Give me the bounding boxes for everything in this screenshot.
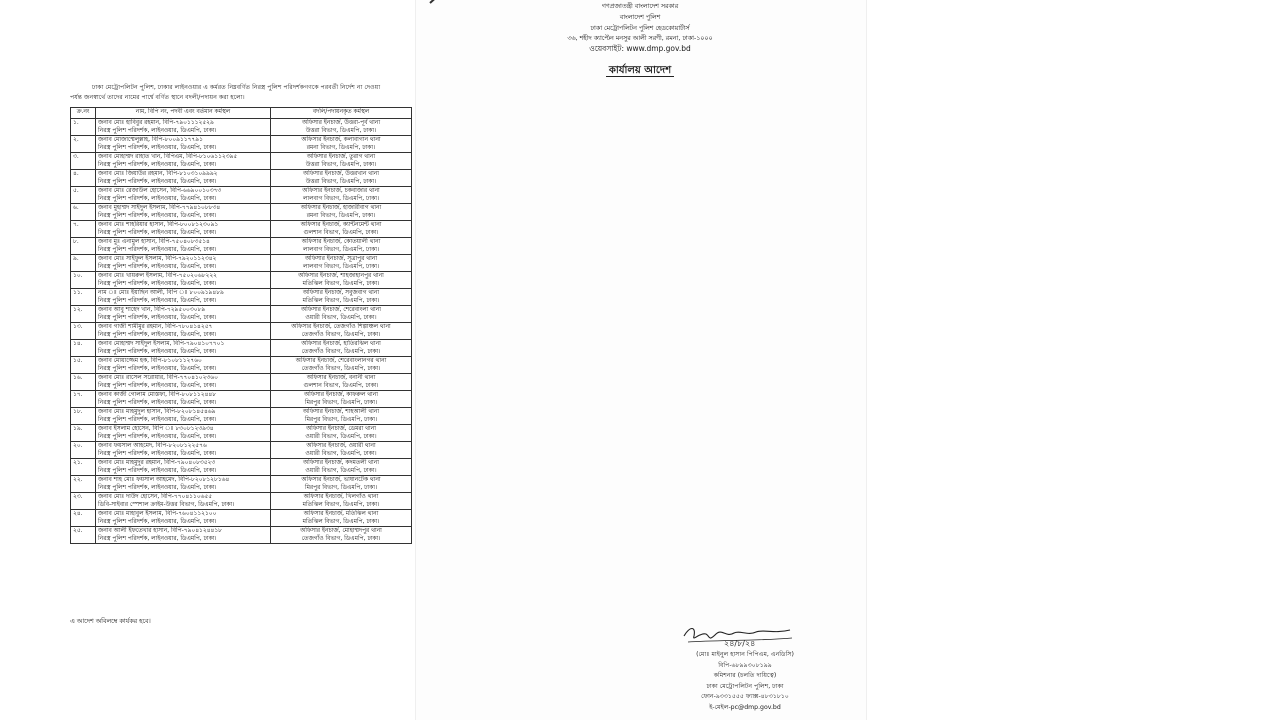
- row-destination-dest1: অফিসার ইনচার্জ, উত্তরখান থানা: [302, 171, 380, 177]
- row-destination: [271, 238, 412, 255]
- row-destination-dest1: অফিসার ইনচার্জ, ক্যান্টনমেন্ট থানা: [300, 222, 382, 228]
- row-destination-dest2: উত্তরা বিভাগ, ডিএমপি, ঢাকা।: [305, 179, 377, 185]
- row-name-position: [96, 459, 271, 476]
- table-row: [71, 425, 412, 442]
- row-destination: [271, 136, 412, 153]
- row-destination: [271, 459, 412, 476]
- row-name-position-name: জনাব মোঃ মাহাবুল ইসলাম, বিপি-৭৬০৪১১২১০০: [98, 511, 217, 517]
- signature-date: ২৪/৮/২৪: [724, 639, 756, 648]
- row-name-position: [96, 527, 271, 544]
- row-name-position-name: জনাব শাহ মোঃ ফয়সাল আহমেদ, বিপি-৮২০৮১২৮১৬৪: [98, 477, 230, 483]
- row-destination-dest1: অফিসার ইনচার্জ, হাতিরঝিল থানা: [301, 341, 381, 347]
- row-serial-sl: ১৫.: [73, 358, 83, 364]
- header-address: ৩৬, শহীদ ক্যাপ্টেন মনসুর আলী সরণী, রমনা, ঢাকা-১০০০: [567, 35, 713, 42]
- row-destination: [271, 204, 412, 221]
- row-name-position-name: জনাব আবু শাহেদ খান, বিপি-৭২৯৫০০৩০৮৯: [98, 307, 206, 313]
- header-name: নাম, বিপি নং, পদবী এবং বর্তমান কর্মস্থল: [96, 108, 271, 119]
- row-name-position: [96, 408, 271, 425]
- row-serial-sl: ২০.: [73, 443, 83, 449]
- table-row: [71, 255, 412, 272]
- table-row: [71, 323, 412, 340]
- row-name-position-name: জনাব মোঃ দাউদ হোসেন, বিপি-৭৭০৪১১০৬৫৫: [98, 494, 213, 500]
- row-name-position: [96, 306, 271, 323]
- table-row: [71, 493, 412, 510]
- intro-paragraph: [70, 83, 415, 103]
- row-destination-dest1: অফিসার ইনচার্জ, ভাষানটেক থানা: [301, 477, 381, 483]
- row-destination-dest2: উত্তরা বিভাগ, ডিএমপি, ঢাকা।: [305, 162, 377, 168]
- table-row: [71, 289, 412, 306]
- row-name-position: [96, 272, 271, 289]
- row-destination-dest2: লালবাগ বিভাগ, ডিএমপি, ঢাকা।: [302, 247, 380, 253]
- row-name-position: [96, 493, 271, 510]
- row-destination-dest2: লালবাগ বিভাগ, ডিএমপি, ঢাকা।: [302, 196, 380, 202]
- row-destination: [271, 340, 412, 357]
- row-serial: [71, 374, 96, 391]
- row-name-position-name: জনাব মোঃ শাহরিয়ার হাসান, বিপি-৮০০৮১২৩০৯১: [98, 222, 219, 228]
- intro-line-1: ঢাকা মেট্রোপলিটন পুলিশ, ঢাকার লাইনওয়ার এ কর্মরত নিম্নবর্ণিত নিরস্ত্র পুলিশ পরিদর্শকগণকে পরবর্তী নির্দেশ না দেওয়া: [92, 84, 381, 91]
- row-destination: [271, 391, 412, 408]
- row-serial-sl: ১৪.: [73, 341, 83, 347]
- row-serial: [71, 357, 96, 374]
- row-serial: [71, 527, 96, 544]
- signatory-email: ই-মেইল-pc@dmp.gov.bd: [709, 703, 781, 711]
- table-row: [71, 238, 412, 255]
- table-row: [71, 459, 412, 476]
- row-serial-sl: ৭.: [73, 222, 79, 228]
- row-name-position-pos: নিরস্ত্র পুলিশ পরিদর্শক, লাইনওয়ার, ডিএমপি, ঢাকা।: [98, 145, 217, 151]
- row-destination: [271, 510, 412, 527]
- table-row: [71, 204, 412, 221]
- row-destination: [271, 170, 412, 187]
- row-serial-sl: ৬.: [73, 205, 79, 211]
- row-name-position-pos: নিরস্ত্র পুলিশ পরিদর্শক, লাইনওয়ার, ডিএমপি, ঢাকা।: [98, 281, 217, 287]
- row-destination-dest2: তেজগাঁও বিভাগ, ডিএমপি, ঢাকা।: [301, 349, 381, 355]
- row-name-position: [96, 187, 271, 204]
- row-destination-dest1: অফিসার ইনচার্জ, তেজগাঁও শিল্পাঞ্চল থানা: [291, 324, 391, 330]
- row-destination-dest2: উত্তরা বিভাগ, ডিএমপি, ঢাকা।: [305, 128, 377, 134]
- row-destination-dest2: মতিঝিল বিভাগ, ডিএমপি, ঢাকা।: [302, 298, 380, 304]
- row-name-position-pos: নিরস্ত্র পুলিশ পরিদর্শক, লাইনওয়ার, ডিএমপি, ঢাকা।: [98, 485, 217, 491]
- row-name-position-name: জনাব মোহাম্মদ রাহাত খান, বিপিএম, বিপি-৮১০৬১১২৩৯৫: [98, 154, 238, 160]
- row-name-position-pos: নিরস্ত্র পুলিশ পরিদর্শক, লাইনওয়ার, ডিএমপি, ঢাকা।: [98, 196, 217, 202]
- row-name-position-pos: নিরস্ত্র পুলিশ পরিদর্শক, লাইনওয়ার, ডিএমপি, ঢাকা।: [98, 468, 217, 474]
- document-page: [415, 0, 867, 720]
- row-destination-dest1: অফিসার ইনচার্জ, কদমতলী থানা: [303, 460, 379, 466]
- row-destination: [271, 323, 412, 340]
- row-destination-dest1: অফিসার ইনচার্জ, কোতয়ালী থানা: [301, 239, 381, 245]
- row-serial: [71, 459, 96, 476]
- row-serial-sl: ১.: [73, 120, 79, 126]
- row-serial-sl: ২২.: [73, 477, 83, 483]
- row-name-position-name: জনাব মোঃ খায়রুল ইসলাম, বিপি-৭৫০২০৬৮২২২: [98, 273, 217, 279]
- row-name-position: [96, 510, 271, 527]
- row-name-position-name: জনাব ইসলাম হোসেন, বিপি ঃ ৮৩০৮১২৩৯৩৪: [98, 426, 214, 432]
- row-destination: [271, 425, 412, 442]
- row-name-position-name: জনাব কাজী গোলাম মোস্তফা, বিপি-৮০৮১১২৪৪৮: [98, 392, 217, 398]
- row-destination-dest2: মতিঝিল বিভাগ, ডিএমপি, ঢাকা।: [302, 281, 380, 287]
- row-destination-dest1: অফিসার ইনচার্জ, মোহাম্মদপুর থানা: [300, 528, 382, 534]
- table-row: [71, 221, 412, 238]
- row-serial: [71, 238, 96, 255]
- row-destination-dest2: মিরপুর বিভাগ, ডিএমপি, ঢাকা।: [304, 485, 378, 491]
- row-name-position-pos: নিরস্ত্র পুলিশ পরিদর্শক, লাইনওয়ার, ডিএমপি, ঢাকা।: [98, 179, 217, 185]
- row-destination: [271, 289, 412, 306]
- row-name-position-pos: নিরস্ত্র পুলিশ পরিদর্শক, লাইনওয়ার, ডিএমপি, ঢাকা।: [98, 434, 217, 440]
- row-destination-dest2: গুলশান বিভাগ, ডিএমপি, ঢাকা।: [303, 383, 379, 389]
- row-name-position-name: জনাব মুহাম্মদ সাইদুল ইসলাম, বিপি-৭৭৯৪১০৮৮৩৪: [98, 205, 221, 211]
- row-serial-sl: ১৬.: [73, 375, 83, 381]
- row-destination-dest2: রমনা বিভাগ, ডিএমপি, ঢাকা।: [306, 213, 376, 219]
- header-department: বাংলাদেশ পুলিশ: [619, 14, 661, 21]
- row-name-position-pos: নিরস্ত্র পুলিশ পরিদর্শক, লাইনওয়ার, ডিএমপি, ঢাকা।: [98, 383, 217, 389]
- row-name-position-pos: নিরস্ত্র পুলিশ পরিদর্শক, লাইনওয়ার, ডিএমপি, ঢাকা।: [98, 366, 217, 372]
- row-serial: [71, 153, 96, 170]
- row-name-position-name: জনাব আলী ইফতেখার হাসান, বিপি-৭৯০৪১২৪৪১৮: [98, 528, 222, 534]
- row-destination-dest1: অফিসার ইনচার্জ, মতিঝিল থানা: [303, 511, 379, 517]
- row-name-position-name: জনাব মোঃ হাবিবুর রহমান, বিপি-৭৯০১১১২৫২৯: [98, 120, 214, 126]
- row-destination-dest1: অফিসার ইনচার্জ, শাহজাহানপুর থানা: [298, 273, 384, 279]
- row-serial-sl: ২৫.: [73, 528, 83, 534]
- row-name-position-pos: নিরস্ত্র পুলিশ পরিদর্শক, লাইনওয়ার, ডিএমপি, ঢাকা।: [98, 230, 217, 236]
- row-name-position: [96, 204, 271, 221]
- row-destination-dest2: মিরপুর বিভাগ, ডিএমপি, ঢাকা।: [304, 417, 378, 423]
- closing-line: এ আদেশ অবিলম্বে কার্যকর হবে।: [70, 618, 151, 625]
- row-destination-dest1: অফিসার ইনচার্জ, শেরেবাংলা থানা: [300, 307, 381, 313]
- row-serial-sl: ১৩.: [73, 324, 83, 330]
- row-name-position: [96, 323, 271, 340]
- row-name-position: [96, 374, 271, 391]
- row-serial: [71, 408, 96, 425]
- row-name-position-name: জনাব মোঃ জিয়াউর রহমান, বিপি-৮১০৩১০৯৯৯২: [98, 171, 218, 177]
- row-name-position-pos: নিরস্ত্র পুলিশ পরিদর্শক, লাইনওয়ার, ডিএমপি, ঢাকা।: [98, 298, 217, 304]
- signatory-organization: ঢাকা মেট্রোপলিটন পুলিশ, ঢাকা: [706, 682, 784, 690]
- table-row: [71, 119, 412, 136]
- row-destination: [271, 272, 412, 289]
- row-serial-sl: ১০.: [73, 273, 83, 279]
- table-row: [71, 391, 412, 408]
- row-serial: [71, 204, 96, 221]
- transfer-table: [70, 107, 412, 544]
- row-serial: [71, 221, 96, 238]
- header-destination: বদলি/পদায়নকৃত কর্মস্থল: [271, 108, 412, 119]
- table-row: [71, 136, 412, 153]
- table-row: [71, 153, 412, 170]
- row-destination: [271, 119, 412, 136]
- row-name-position: [96, 136, 271, 153]
- row-serial-sl: ১৮.: [73, 409, 83, 415]
- row-destination: [271, 187, 412, 204]
- row-destination-dest2: মতিঝিল বিভাগ, ডিএমপি, ঢাকা।: [302, 502, 380, 508]
- header-website: ওয়েবসাইট: www.dmp.gov.bd: [589, 44, 691, 53]
- row-name-position-pos: নিরস্ত্র পুলিশ পরিদর্শক, লাইনওয়ার, ডিএমপি, ঢাকা।: [98, 519, 217, 525]
- row-serial: [71, 391, 96, 408]
- row-destination-dest1: অফিসার ইনচার্জ, কলাবাগান থানা: [301, 137, 381, 143]
- document-title-text: কার্যালয় আদেশ: [606, 65, 674, 77]
- table-row: [71, 510, 412, 527]
- row-name-position-pos: নিরস্ত্র পুলিশ পরিদর্শক, লাইনওয়ার, ডিএমপি, ঢাকা।: [98, 213, 217, 219]
- row-name-position: [96, 391, 271, 408]
- row-destination: [271, 374, 412, 391]
- row-destination: [271, 221, 412, 238]
- row-destination: [271, 408, 412, 425]
- row-name-position: [96, 340, 271, 357]
- row-serial: [71, 425, 96, 442]
- row-destination-dest2: গুলশান বিভাগ, ডিএমপি, ঢাকা।: [303, 230, 379, 236]
- row-name-position-pos: নিরস্ত্র পুলিশ পরিদর্শক, লাইনওয়ার, ডিএমপি, ঢাকা।: [98, 332, 217, 338]
- table-row: [71, 272, 412, 289]
- row-name-position: [96, 255, 271, 272]
- header-serial: ক্র.নং: [71, 108, 96, 119]
- row-destination: [271, 476, 412, 493]
- row-serial-sl: ২.: [73, 137, 79, 143]
- handwritten-signature: [678, 622, 798, 648]
- row-name-position-pos: নিরস্ত্র পুলিশ পরিদর্শক, লাইনওয়ার, ডিএমপি, ঢাকা।: [98, 264, 217, 270]
- table-row: [71, 340, 412, 357]
- signatory-name: (মোঃ মাইনুল হাসান পিপিএম, এনডিসি): [696, 651, 794, 658]
- row-name-position-pos: ডিবি-সাইবার স্পেশাল ক্রাইম-উত্তর বিভাগ, ডিএমপি, ঢাকা।: [98, 502, 235, 508]
- row-serial-sl: ১৭.: [73, 392, 83, 398]
- row-name-position-name: জনাব মোঃ রাসেল সরোয়ার, বিপি-৭৭০৪১০২৩৬০: [98, 375, 218, 381]
- row-serial-sl: ১১.: [73, 290, 83, 296]
- table-row: [71, 357, 412, 374]
- row-serial-sl: ৮.: [73, 239, 79, 245]
- row-name-position: [96, 119, 271, 136]
- row-name-position-name: জনাব মোয়াজ্জেম হক, বিপি-৮১০৮১১২৭৬০: [98, 358, 202, 364]
- row-destination-dest1: অফিসার ইনচার্জ, ডেমরা থানা: [306, 426, 376, 432]
- row-name-position-name: জনাব মোঃ রেজাউল হোসেন, বিপি-৬৬৯০০১০৩৭৩: [98, 188, 222, 194]
- row-name-position-pos: নিরস্ত্র পুলিশ পরিদর্শক, লাইনওয়ার, ডিএমপি, ঢাকা।: [98, 400, 217, 406]
- row-destination-dest1: অফিসার ইনচার্জ, খিলগাঁও থানা: [303, 494, 379, 500]
- row-name-position-pos: নিরস্ত্র পুলিশ পরিদর্শক, লাইনওয়ার, ডিএমপি, ঢাকা।: [98, 315, 217, 321]
- row-serial-sl: ৯.: [73, 256, 79, 262]
- signatory-bp: বিপি-৬৮৯৯৩০৮১৯৯: [718, 661, 772, 669]
- table-header-row: [71, 108, 412, 119]
- row-name-position-name: জনাব মোঃ মাহমুদুর রহমান, বিপি-৭৯০৪০৮৩৫২৩: [98, 460, 216, 466]
- row-destination-dest2: ওয়ারী বিভাগ, ডিএমপি, ঢাকা।: [305, 434, 377, 440]
- row-name-position-pos: নিরস্ত্র পুলিশ পরিদর্শক, লাইনওয়ার, ডিএমপি, ঢাকা।: [98, 162, 217, 168]
- row-name-position-name: নাম ঃ মোঃ ইয়াছিন আলী, বিপি ঃ ৮০০৯১৯৪৮৯: [98, 290, 224, 296]
- row-serial: [71, 170, 96, 187]
- row-serial-sl: ১৯.: [73, 426, 83, 432]
- row-serial: [71, 340, 96, 357]
- row-destination-dest1: অফিসার ইনচার্জ, শেরেবাংলানগর থানা: [295, 358, 387, 364]
- row-name-position: [96, 425, 271, 442]
- row-destination: [271, 493, 412, 510]
- header-government: গণপ্রজাতন্ত্রী বাংলাদেশ সরকার: [601, 3, 679, 10]
- row-name-position-name: জনাব মুঃ এনামুল হাসান, বিপি-৭৫০৪০৮৩৫১৪: [98, 239, 210, 245]
- row-name-position-name: জনাব ফয়সাল আহমেদ, বিপি-৮২০৮১২২৫৭৬: [98, 443, 207, 449]
- row-destination-dest1: অফিসার ইনচার্জ, উত্তরা-পূর্ব থানা: [301, 120, 381, 126]
- row-serial: [71, 272, 96, 289]
- row-name-position-name: জনাব মোহাম্মদ সাইদুল ইসলাম, বিপি-৭৯০৪১০৭৭০১: [98, 341, 225, 347]
- row-destination: [271, 527, 412, 544]
- row-serial: [71, 187, 96, 204]
- row-name-position-pos: নিরস্ত্র পুলিশ পরিদর্শক, লাইনওয়ার, ডিএমপি, ঢাকা।: [98, 349, 217, 355]
- row-destination-dest1: অফিসার ইনচার্জ, হাজারীবাগ থানা: [300, 205, 382, 211]
- row-destination: [271, 357, 412, 374]
- row-serial: [71, 255, 96, 272]
- row-destination-dest2: তেজগাঁও বিভাগ, ডিএমপি, ঢাকা।: [301, 332, 381, 338]
- signatory-phone: ফোন-৯৩৩১৫৫৫ ফ্যাক্স-৪৮৩১৮১০: [701, 693, 789, 700]
- table-row: [71, 306, 412, 323]
- row-destination-dest2: লালবাগ বিভাগ, ডিএমপি, ঢাকা।: [302, 264, 380, 270]
- row-serial-sl: ২১.: [73, 460, 83, 466]
- row-serial: [71, 476, 96, 493]
- row-name-position-pos: নিরস্ত্র পুলিশ পরিদর্শক, লাইনওয়ার, ডিএমপি, ঢাকা।: [98, 128, 217, 134]
- header-office: ঢাকা মেট্রোপলিটন পুলিশ হেডকোয়ার্টার্স: [590, 25, 690, 32]
- row-name-position-pos: নিরস্ত্র পুলিশ পরিদর্শক, লাইনওয়ার, ডিএমপি, ঢাকা।: [98, 247, 217, 253]
- row-serial: [71, 323, 96, 340]
- row-destination-dest1: অফিসার ইনচার্জ, বনানী থানা: [306, 375, 376, 381]
- row-destination-dest1: অফিসার ইনচার্জ, তুরাগ থানা: [306, 154, 376, 160]
- row-destination-dest1: অফিসার ইনচার্জ, সবুজবাগ থানা: [302, 290, 380, 296]
- row-name-position: [96, 289, 271, 306]
- row-destination-dest2: মিরপুর বিভাগ, ডিএমপি, ঢাকা।: [304, 400, 378, 406]
- table-row: [71, 187, 412, 204]
- intro-line-2: পর্যন্ত জনস্বার্থে তাদের নামের পার্শ্বে বর্ণিত স্থানে বদলী/পদায়ন করা হলো।: [70, 94, 245, 101]
- row-name-position: [96, 221, 271, 238]
- row-destination-dest2: ওয়ারী বিভাগ, ডিএমপি, ঢাকা।: [305, 451, 377, 457]
- row-destination-dest1: অফিসার ইনচার্জ, কাফরুল থানা: [304, 392, 378, 398]
- document-title: [0, 63, 1280, 80]
- row-name-position: [96, 153, 271, 170]
- row-destination: [271, 306, 412, 323]
- row-destination: [271, 442, 412, 459]
- row-name-position: [96, 442, 271, 459]
- table-row: [71, 374, 412, 391]
- row-destination-dest1: অফিসার ইনচার্জ, ওয়ারী থানা: [306, 443, 376, 449]
- row-name-position-name: জনাব মোজাম্মেলুল্লাহ, বিপি-৮০০৯১১৭৭৯১: [98, 137, 203, 143]
- row-destination-dest2: তেজগাঁও বিভাগ, ডিএমপি, ঢাকা।: [301, 536, 381, 542]
- table-row: [71, 170, 412, 187]
- row-destination-dest2: ওয়ারী বিভাগ, ডিএমপি, ঢাকা।: [305, 315, 377, 321]
- row-name-position: [96, 357, 271, 374]
- row-serial: [71, 442, 96, 459]
- table-row: [71, 527, 412, 544]
- row-serial: [71, 136, 96, 153]
- row-name-position: [96, 238, 271, 255]
- row-serial-sl: ২৪.: [73, 511, 83, 517]
- row-serial-sl: ১২.: [73, 307, 83, 313]
- row-serial: [71, 289, 96, 306]
- row-destination: [271, 255, 412, 272]
- row-serial: [71, 510, 96, 527]
- table-row: [71, 442, 412, 459]
- row-serial: [71, 119, 96, 136]
- row-serial: [71, 306, 96, 323]
- row-serial: [71, 493, 96, 510]
- row-destination-dest1: অফিসার ইনচার্জ, শাহআলী থানা: [302, 409, 380, 415]
- row-name-position: [96, 170, 271, 187]
- row-name-position-pos: নিরস্ত্র পুলিশ পরিদর্শক, লাইনওয়ার, ডিএমপি, ঢাকা।: [98, 536, 217, 542]
- row-destination: [271, 153, 412, 170]
- row-serial-sl: ৫.: [73, 188, 79, 194]
- row-name-position-name: জনাব মোঃ মাহমুদুল হাসান, বিপি-৮২০৮১৪৫৪৬৯: [98, 409, 216, 415]
- table-row: [71, 476, 412, 493]
- row-name-position-pos: নিরস্ত্র পুলিশ পরিদর্শক, লাইনওয়ার, ডিএমপি, ঢাকা।: [98, 417, 217, 423]
- row-name-position-pos: নিরস্ত্র পুলিশ পরিদর্শক, লাইনওয়ার, ডিএমপি, ঢাকা।: [98, 451, 217, 457]
- row-serial-sl: ২৩.: [73, 494, 83, 500]
- table-row: [71, 408, 412, 425]
- row-name-position-name: জনাব গাজী শামীমুর রহমান, বিপি-৭৮০৪১৪২৫৭: [98, 324, 213, 330]
- row-destination-dest2: ওয়ারী বিভাগ, ডিএমপি, ঢাকা।: [305, 468, 377, 474]
- row-destination-dest2: রমনা বিভাগ, ডিএমপি, ঢাকা।: [306, 145, 376, 151]
- row-destination-dest2: মতিঝিল বিভাগ, ডিএমপি, ঢাকা।: [302, 519, 380, 525]
- row-serial-sl: ৩.: [73, 154, 79, 160]
- row-name-position: [96, 476, 271, 493]
- row-destination-dest2: তেজগাঁও বিভাগ, ডিএমপি, ঢাকা।: [301, 366, 381, 372]
- row-name-position-name: জনাব মোঃ সাইফুল ইসলাম, বিপি-৭৯২০১১২৩৪২: [98, 256, 217, 262]
- row-destination-dest1: অফিসার ইনচার্জ, সূত্রাপুর থানা: [304, 256, 378, 262]
- row-destination-dest1: অফিসার ইনচার্জ, চকবাজার থানা: [302, 188, 380, 194]
- signatory-title: কমিশনার (চলতি দায়িত্বে): [713, 672, 777, 679]
- row-serial-sl: ৪.: [73, 171, 79, 177]
